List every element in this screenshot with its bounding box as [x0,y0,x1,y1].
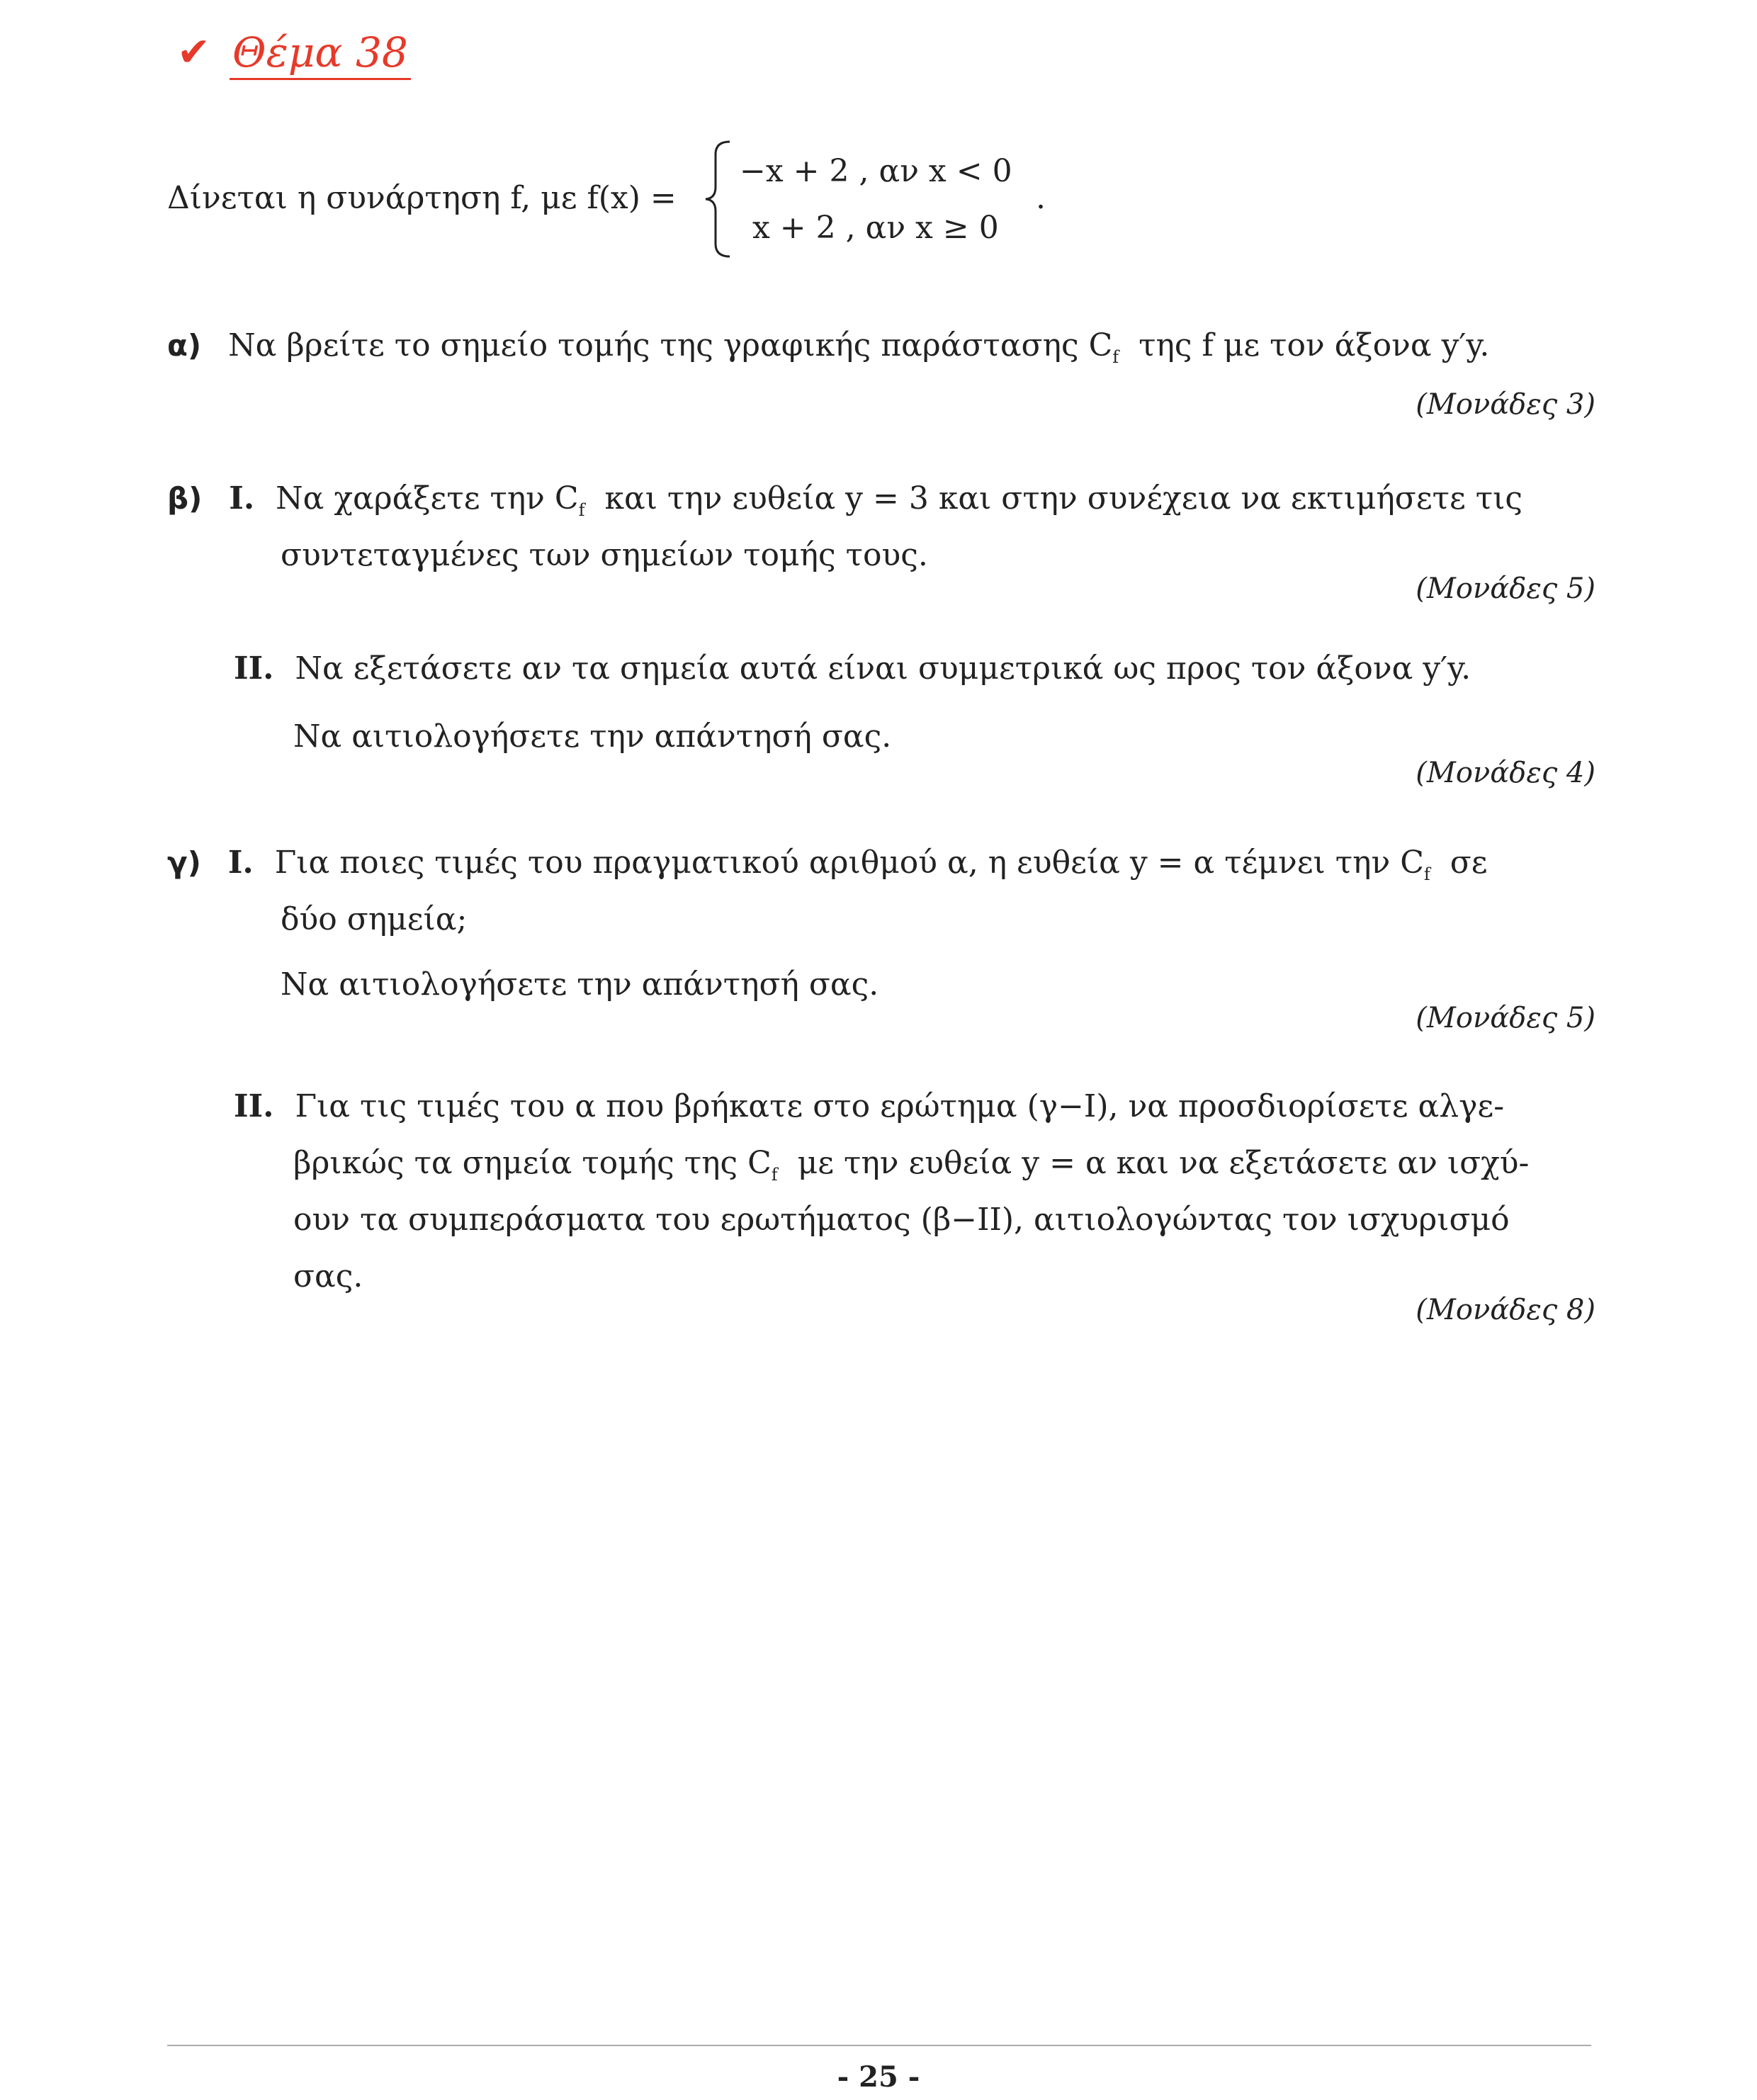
question-c-label: γ) [167,845,201,880]
page-number: - 25 - [837,2060,920,2094]
question-c2-number: II. [234,1088,274,1124]
question-c1-line-3: Να αιτιολογήσετε την απάντησή σας. [281,966,879,1003]
question-c2 [234,1088,1505,1124]
question-b2 [234,650,1471,687]
question-c2-text-2b: με την ευθεία y = α και να εξετάσετε αν ισχύ- [797,1145,1530,1181]
question-c2-text-1: Για τις τιμές του α που βρήκατε στο ερώτημα (γ−I), να προσδιορίσετε αλγε- [295,1088,1505,1124]
section-header [177,28,411,77]
question-c1-text-1: Για ποιες τιμές του πραγματικού αριθμού α, η ευθεία y = α τέμνει την C [274,845,1424,881]
question-b1-text-2: και την ευθεία y = 3 και στην συνέχεια να εκτιμήσετε τις [604,480,1522,516]
question-b2-number: II. [234,650,274,687]
marks-b1: (Μονάδες 5) [1416,572,1595,605]
question-c2-line-2 [293,1145,1530,1185]
question-b1 [167,480,1522,520]
question-b2-text-1: Να εξετάσετε αν τα σημεία αυτά είναι συμμετρικά ως προς τον άξονα y′y. [295,650,1471,687]
marks-c1: (Μονάδες 5) [1416,1002,1595,1034]
question-b2-line-2: Να αιτιολογήσετε την απάντησή σας. [293,718,892,755]
intro-text: Δίνεται η συνάρτηση f, με f(x) = [167,180,677,216]
checkmark-icon: ✔ [177,29,210,76]
subscript-f: f [578,499,585,520]
question-c2-text-2a: βρικώς τα σημεία τομής της C [293,1145,772,1181]
question-b1-line-2: συντεταγμένες των σημείων τομής τους. [281,537,928,573]
question-b1-number: I. [229,480,255,516]
case-1: −x + 2 , αν x < 0 [740,153,1012,189]
question-b1-text-1: Να χαράξετε την C [276,480,579,516]
question-c1-text-2: σε [1450,845,1488,881]
question-c1 [167,847,1488,883]
subscript-f: f [771,1164,778,1185]
section-title: Θέμα 38 [230,28,411,80]
marks-b2: (Μονάδες 4) [1416,757,1595,789]
question-c2-line-4: σας. [293,1258,363,1294]
question-a [167,327,1490,367]
question-c1-number: I. [227,845,254,881]
subscript-f: f [1112,346,1119,367]
question-a-text-1: Να βρείτε το σημείο τομής της γραφικής παράστασης C [228,327,1113,363]
question-b-label: β) [167,481,203,516]
intro-end: . [1036,180,1046,216]
marks-a: (Μονάδες 3) [1416,388,1595,421]
footer-divider [167,2045,1591,2046]
question-c2-line-3: ουν τα συμπεράσματα του ερωτήματος (β−II), αιτιολογώντας τον ισχυρισμό [293,1202,1510,1238]
question-a-text-2: της f με τον άξονα y′y. [1139,327,1490,363]
question-a-label: α) [167,328,202,363]
subscript-f: f [1423,864,1430,884]
question-c1-line-2: δύο σημεία; [281,901,468,937]
left-brace [701,139,737,259]
marks-c2: (Μονάδες 8) [1416,1294,1595,1326]
case-2: x + 2 , αν x ≥ 0 [752,210,999,246]
